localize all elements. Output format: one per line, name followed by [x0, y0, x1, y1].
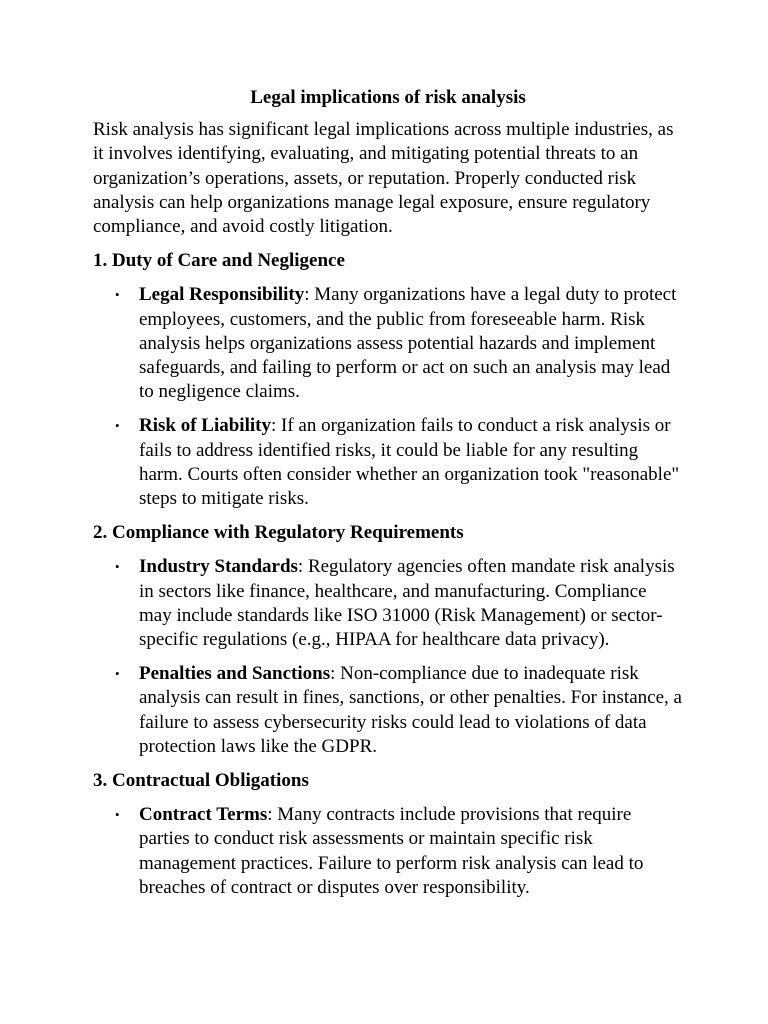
section-duty-of-care: [93, 249, 683, 511]
bullet-list: [93, 283, 683, 511]
list-item: [93, 283, 683, 404]
list-item: [93, 555, 683, 652]
list-item: [93, 662, 683, 759]
item-text: : Many organizations have a legal duty to protect employees, customers, and the public from foreseeable harm. Risk analysis helps organizations assess potential hazards and implement safeguards, and failing to perform or act on such an analysis may lead to negligence claims.: [139, 284, 677, 403]
bullet-list: [93, 555, 683, 759]
bullet-icon: •: [115, 666, 120, 682]
intro-paragraph: Risk analysis has significant legal implications across multiple industries, as it involves identifying, evaluating, and mitigating potential threats to an organization’s operations, assets, or reputation. Properly conducted risk analysis can help organizations manage legal exposure, ensure regulatory compliance, and avoid costly litigation.: [93, 119, 674, 238]
item-text: : If an organization fails to conduct a risk analysis or fails to address identified risks, it could be liable for any resulting harm. Courts often consider whether an organization took "reasonable" steps to mitigate risks.: [139, 415, 680, 510]
bullet-icon: •: [115, 418, 120, 434]
bullet-list: [93, 803, 683, 900]
bullet-icon: •: [115, 559, 120, 575]
section-heading: 3. Contractual Obligations: [93, 770, 309, 792]
section-contractual-obligations: [93, 769, 683, 900]
item-term: Contract Terms: [139, 804, 268, 826]
item-text: : Non-compliance due to inadequate risk analysis can result in fines, sanctions, or other penalties. For instance, a failure to assess cybersecurity risks could lead to violations of data protection laws like the GDPR.: [139, 663, 682, 757]
bullet-icon: •: [115, 287, 120, 303]
item-text: : Many contracts include provisions that require parties to conduct risk assessments or maintain specific risk management practices. Failure to perform risk analysis can lead to breaches of contract or disputes over responsibility.: [139, 804, 644, 898]
list-item: [93, 414, 683, 511]
bullet-icon: •: [115, 807, 120, 823]
item-text: : Regulatory agencies often mandate risk analysis in sectors like finance, healthcare, and manufacturing. Compliance may include standards like ISO 31000 (Risk Management) or sector-specific regulations (e.g., HIPAA for healthcare data privacy).: [139, 556, 675, 651]
section-heading: 2. Compliance with Regulatory Requirements: [93, 522, 464, 544]
document-page: [93, 86, 683, 910]
item-term: Legal Responsibility: [139, 284, 305, 306]
item-term: Risk of Liability: [139, 415, 271, 437]
list-item: [93, 803, 683, 900]
section-heading: 1. Duty of Care and Negligence: [93, 250, 345, 272]
section-regulatory-compliance: [93, 521, 683, 759]
document-title: Legal implications of risk analysis: [250, 87, 526, 108]
item-term: Industry Standards: [139, 556, 298, 578]
item-term: Penalties and Sanctions: [139, 663, 331, 685]
